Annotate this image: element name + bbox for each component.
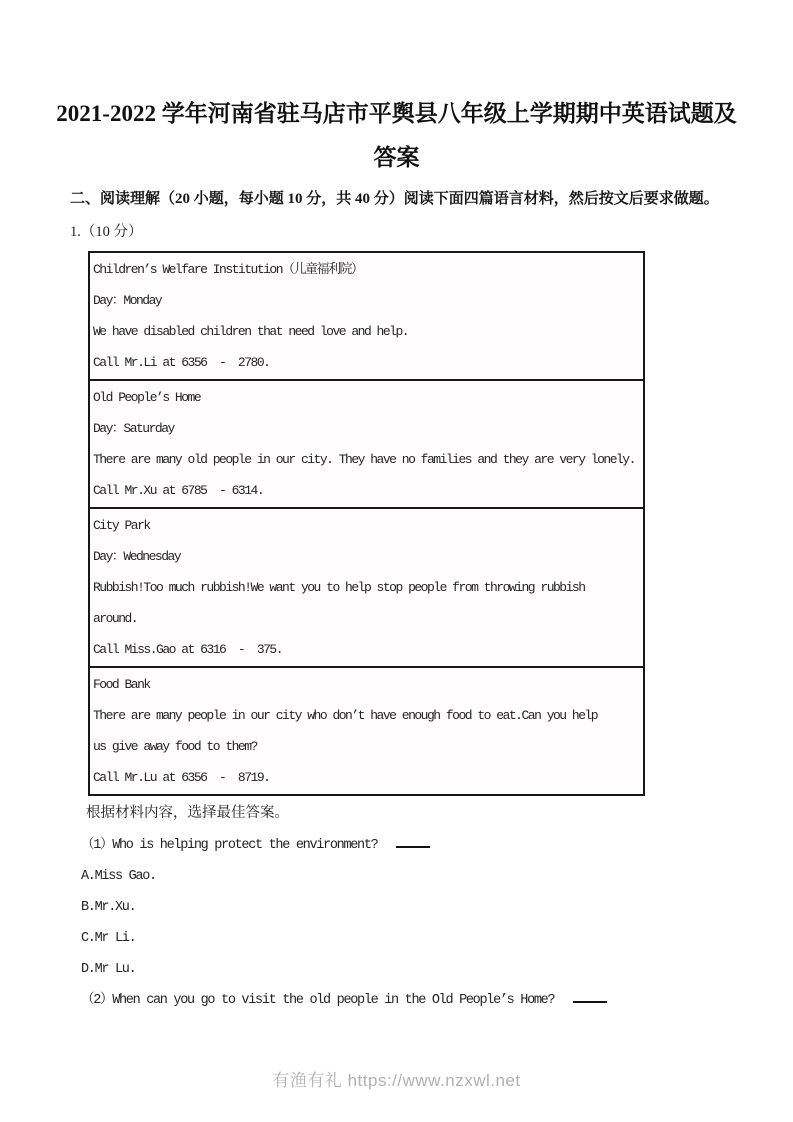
footer-watermark-text: 有渔有礼 https://www.nzxwl.net — [272, 1071, 521, 1090]
page-title-line2: 答案 — [373, 145, 420, 170]
question-1-options — [0, 861, 793, 985]
option-item: A.Miss Gao. — [81, 869, 156, 884]
notice-line: Food Bank — [93, 677, 150, 692]
answer-instruction: 根据材料内容，选择最佳答案。 — [86, 805, 289, 821]
question-2-answer-blank — [573, 990, 607, 1003]
question-1 — [81, 830, 793, 861]
page-title — [45, 0, 749, 180]
notice-line: Call Miss.Gao at 6316 - 375. — [93, 642, 283, 657]
footer-watermark — [0, 1066, 793, 1091]
question-item-number: 1.（10 分） — [70, 224, 143, 240]
notice-line: We have disabled children that need love and help. — [93, 324, 409, 339]
notice-line: City Park — [93, 518, 150, 533]
option-item: B.Mr.Xu. — [81, 900, 136, 915]
reading-material-table — [88, 251, 645, 796]
question-1-answer-blank — [396, 835, 430, 848]
notice-line: Old People’s Home — [93, 390, 201, 405]
notice-line: us give away food to them? — [93, 739, 257, 754]
notice-line: There are many people in our city who don’t have enough food to eat.Can you help — [93, 708, 598, 723]
notice-line: Day：Saturday — [93, 421, 174, 436]
page-title-line1: 2021-2022 学年河南省驻马店市平舆县八年级上学期期中英语试题及 — [56, 101, 737, 126]
notice-line: around. — [93, 611, 138, 626]
notice-line: Call Mr.Li at 6356 - 2780. — [93, 355, 270, 370]
notice-line: Children’s Welfare Institution（儿童福利院） — [93, 262, 363, 277]
question-2 — [81, 985, 793, 1016]
option-item: D.Mr Lu. — [81, 962, 136, 977]
notice-line: Day：Monday — [93, 293, 162, 308]
question-2-text: （2）When can you go to visit the old people in the Old People’s Home? — [81, 993, 562, 1008]
question-1-text: （1）Who is helping protect the environment? — [81, 838, 385, 853]
notice-line: There are many old people in our city. They have no families and they are very lonely. — [93, 452, 635, 467]
notice-row-food-bank — [90, 666, 643, 794]
notice-line: Call Mr.Xu at 6785 - 6314. — [93, 483, 264, 498]
notice-line: Call Mr.Lu at 6356 - 8719. — [93, 770, 270, 785]
notice-row-children-welfare-institution — [90, 253, 643, 379]
notice-row-old-peoples-home — [90, 379, 643, 507]
section-header: 二、阅读理解（20 小题，每小题 10 分，共 40 分）阅读下面四篇语言材料，然后按文后要求做题。 — [70, 191, 719, 207]
notice-line: Day：Wednesday — [93, 549, 181, 564]
option-item: C.Mr Li. — [81, 931, 136, 946]
notice-row-city-park — [90, 507, 643, 666]
notice-line: Rubbish!Too much rubbish!We want you to help stop people from throwing rubbish — [93, 580, 585, 595]
